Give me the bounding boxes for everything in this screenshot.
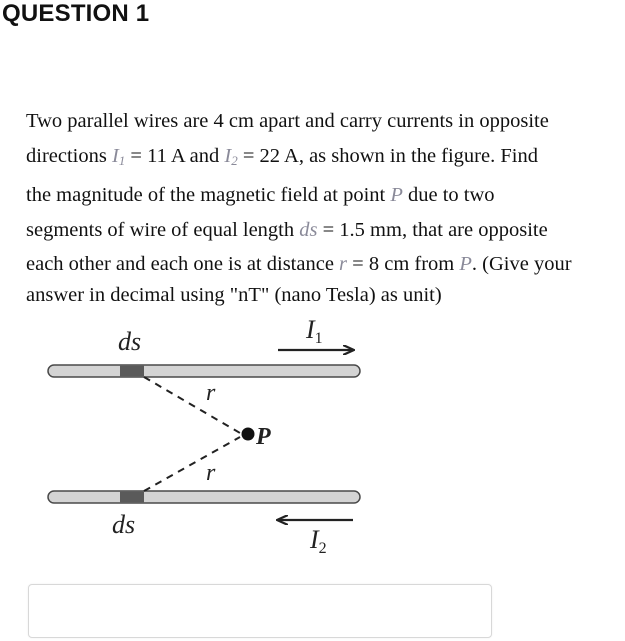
problem-line-3-text-b: due to two [402, 184, 495, 206]
top-distance-line [144, 377, 240, 433]
i2-label [309, 525, 327, 557]
wires-figure [40, 310, 380, 560]
answer-input[interactable] [28, 584, 492, 638]
problem-line-6-text: answer in decimal using "nT" (nano Tesla) as unit) [26, 283, 442, 306]
current-i2-subscript: 2 [231, 152, 238, 168]
point-p-dot [242, 428, 255, 441]
current-i1-letter: I [111, 144, 119, 167]
point-p-symbol: P [390, 184, 403, 206]
problem-line-4-text-a: segments of wire of equal length [26, 218, 300, 241]
problem-line-2-text-a: directions [26, 144, 112, 167]
problem-line-4-text-b: = 1.5 mm, that are opposite [317, 218, 548, 241]
problem-line-2-text-b: = 11 A and [125, 144, 225, 167]
r-symbol: r [339, 253, 348, 275]
bottom-wire [48, 491, 360, 503]
problem-line-2 [26, 139, 624, 179]
problem-line-6 [26, 282, 624, 308]
i1-label [305, 315, 323, 347]
top-wire [48, 365, 360, 377]
r-top-label: r [206, 380, 216, 406]
problem-text [26, 104, 624, 308]
i1-label-subscript: 1 [314, 330, 323, 347]
current-i1-symbol [112, 145, 125, 167]
current-i2-letter: I [224, 144, 232, 167]
problem-line-1 [26, 104, 624, 139]
point-p-label: P [256, 424, 271, 450]
problem-line-3 [26, 178, 624, 213]
problem-line-1-text: Two parallel wires are 4 cm apart and carry currents in opposite [26, 110, 549, 132]
problem-line-5-text-b: = 8 cm from [347, 253, 460, 275]
i1-label-letter: I [306, 315, 315, 344]
point-p-symbol-2: P [459, 253, 472, 275]
ds-bottom-label: ds [112, 510, 136, 539]
problem-line-5 [26, 247, 624, 282]
ds-top-label: ds [118, 327, 142, 356]
current-i2-symbol [224, 145, 237, 167]
problem-line-2-text-c: = 22 A, as shown in the figure. Find [237, 144, 538, 167]
bottom-distance-line [144, 437, 240, 491]
r-bottom-label: r [206, 460, 216, 486]
current-i1-subscript: 1 [118, 152, 126, 168]
bottom-wire-segment-ds [120, 492, 144, 503]
problem-line-4 [26, 213, 624, 248]
top-wire-segment-ds [120, 366, 144, 377]
problem-line-5-text-a: each other and each one is at distance [26, 253, 340, 275]
i2-label-subscript: 2 [318, 540, 327, 557]
question-heading: QUESTION 1 [2, 0, 150, 27]
problem-line-5-text-c: . (Give your [471, 253, 572, 275]
i2-label-letter: I [310, 525, 319, 554]
ds-symbol: ds [299, 218, 318, 241]
problem-line-3-text-a: the magnitude of the magnetic field at point [26, 184, 391, 206]
